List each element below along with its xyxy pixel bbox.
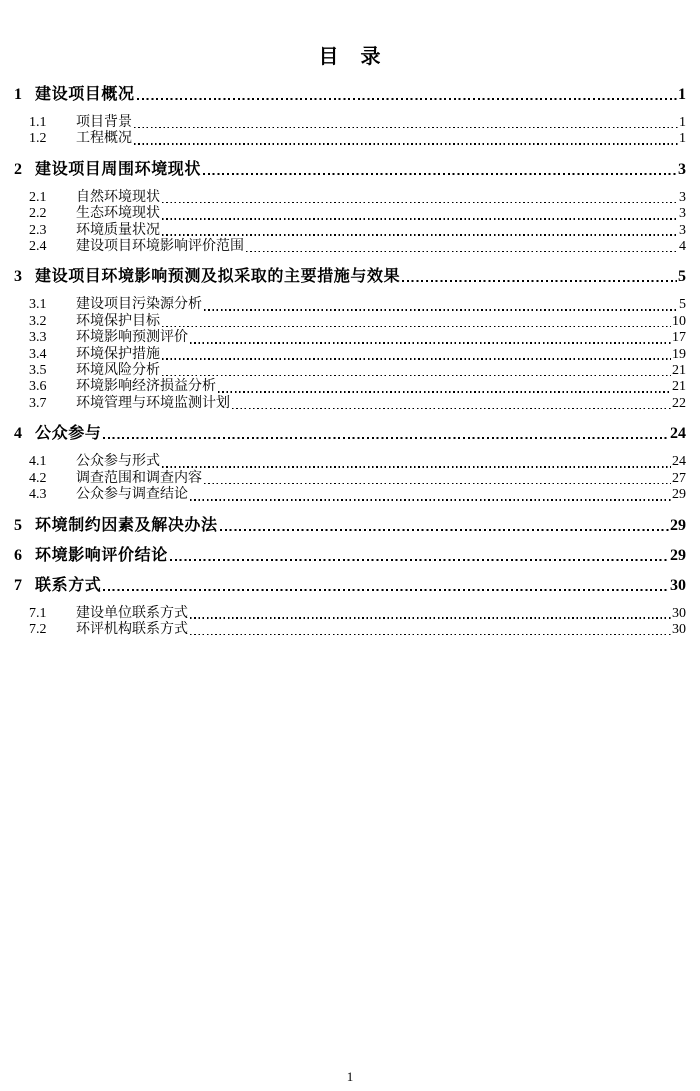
toc-entry-number: 4.3: [29, 487, 47, 503]
toc-entry-number: 1: [14, 86, 23, 103]
toc-entry: [29, 223, 686, 239]
toc-entry: [14, 577, 686, 594]
toc-entry-number: 4.1: [29, 454, 47, 470]
toc-entry-page: 4: [679, 239, 686, 255]
toc-entry-title: 环境风险分析: [76, 363, 160, 379]
dot-leader: [190, 634, 671, 636]
toc-entry-page: 21: [672, 363, 686, 379]
toc-entry-page: 3: [678, 160, 686, 178]
dot-leader: [220, 529, 669, 531]
toc-entry-title: 环境制约因素及解决办法: [35, 516, 218, 534]
toc-entry-page: 24: [670, 425, 686, 443]
toc-entry: [14, 547, 686, 564]
toc-entry-number: 3: [14, 268, 23, 286]
toc-entry: [14, 161, 686, 178]
toc-entry-title: 环境影响经济损益分析: [76, 379, 216, 395]
toc-entry-page: 3: [679, 206, 686, 222]
toc-entry-title: 环境质量状况: [76, 222, 160, 238]
toc-content: [0, 45, 700, 638]
toc-entry-page: 21: [672, 379, 686, 395]
toc-entry-page: 3: [679, 189, 686, 205]
toc-entry: [29, 622, 686, 638]
toc-entry-number: 4: [14, 425, 23, 443]
toc-entry-page: 30: [672, 621, 686, 637]
toc-entry-number: 1.2: [29, 131, 47, 147]
dot-leader: [103, 589, 669, 591]
toc-entry-title: 自然环境现状: [76, 189, 160, 205]
dot-leader: [402, 280, 677, 282]
toc-entry-number: 7: [14, 576, 23, 594]
toc-entry: [29, 330, 686, 346]
toc-entry: [29, 396, 686, 412]
toc-entry: [29, 379, 686, 395]
toc: [14, 86, 686, 638]
toc-entry-page: 5: [678, 268, 686, 286]
toc-entry-title: 环境保护目标: [76, 313, 160, 329]
dot-leader: [134, 143, 678, 145]
toc-entry-title: 环评机构联系方式: [76, 621, 188, 637]
toc-entry-number: 3.6: [29, 379, 47, 395]
toc-entry: [14, 86, 686, 103]
dot-leader: [162, 466, 671, 468]
toc-entry-number: 3.5: [29, 363, 47, 379]
dot-leader: [103, 437, 669, 439]
toc-entry-title: 环境影响预测评价: [76, 330, 188, 346]
dot-leader: [204, 309, 678, 311]
dot-leader: [190, 342, 671, 344]
dot-leader: [246, 251, 678, 253]
toc-entry-page: 10: [672, 313, 686, 329]
toc-entry-number: 7.1: [29, 605, 47, 621]
toc-entry: [29, 314, 686, 330]
dot-leader: [190, 617, 671, 619]
toc-entry: [29, 454, 686, 470]
toc-entry-title: 调查范围和调查内容: [76, 470, 202, 486]
toc-entry: [14, 268, 686, 285]
toc-entry-page: 30: [670, 576, 686, 594]
toc-entry-title: 建设单位联系方式: [76, 605, 188, 621]
toc-entry-title: 建设项目污染源分析: [76, 297, 202, 313]
toc-entry-title: 项目背景: [76, 115, 132, 130]
toc-entry-page: 24: [672, 454, 686, 470]
toc-entry-page: 29: [670, 516, 686, 534]
toc-entry-title: 建设项目周围环境现状: [35, 160, 202, 178]
dot-leader: [170, 559, 669, 561]
toc-entry-title: 环境管理与环境监测计划: [76, 395, 230, 411]
toc-entry-number: 2: [14, 160, 23, 178]
toc-entry-title: 环境保护措施: [76, 346, 160, 362]
toc-entry-number: 2.3: [29, 222, 47, 238]
toc-entry: [29, 190, 686, 206]
toc-entry-title: 环境影响评价结论: [35, 546, 168, 564]
toc-entry: [29, 363, 686, 379]
toc-entry: [29, 471, 686, 487]
dot-leader: [134, 127, 678, 129]
toc-entry-number: 4.2: [29, 470, 47, 486]
toc-entry-page: 17: [672, 330, 686, 346]
toc-entry-number: 3.4: [29, 346, 47, 362]
toc-entry-number: 3.7: [29, 395, 47, 411]
toc-entry: [14, 425, 686, 442]
toc-entry-page: 1: [679, 131, 686, 147]
toc-entry-page: 30: [672, 605, 686, 621]
dot-leader: [203, 173, 677, 175]
toc-entry: [29, 115, 686, 131]
toc-entry: [29, 131, 686, 147]
toc-entry-number: 7.2: [29, 621, 47, 637]
toc-entry-title: 公众参与调查结论: [76, 487, 188, 503]
toc-entry: [29, 239, 686, 255]
toc-entry-number: 2.4: [29, 239, 47, 255]
dot-leader: [162, 218, 678, 220]
toc-entry-number: 1.1: [29, 115, 47, 130]
toc-entry-number: 3.2: [29, 313, 47, 329]
toc-entry-title: 工程概况: [76, 131, 132, 147]
toc-entry-title: 联系方式: [35, 576, 102, 594]
dot-leader: [137, 98, 677, 100]
toc-entry-page: 29: [670, 546, 686, 564]
dot-leader: [190, 499, 671, 501]
toc-entry-page: 22: [672, 395, 686, 411]
toc-entry-title: 建设项目环境影响评价范围: [76, 239, 244, 255]
toc-entry-number: 3.1: [29, 297, 47, 313]
toc-entry-page: 1: [679, 115, 686, 130]
dot-leader: [162, 202, 678, 204]
footer-page-number: 1: [346, 1069, 354, 1084]
toc-entry-page: 1: [678, 86, 686, 103]
toc-entry-page: 5: [679, 297, 686, 313]
dot-leader: [218, 391, 671, 393]
page-title: 目 录: [318, 46, 382, 68]
toc-entry: [29, 487, 686, 503]
toc-entry-page: 3: [679, 222, 686, 238]
dot-leader: [232, 408, 671, 410]
dot-leader: [162, 375, 671, 377]
toc-entry: [29, 606, 686, 622]
toc-entry: [29, 297, 686, 313]
toc-entry-number: 6: [14, 546, 23, 564]
toc-entry-number: 2.2: [29, 206, 47, 222]
toc-entry-number: 2.1: [29, 189, 47, 205]
toc-entry: [29, 347, 686, 363]
toc-entry-title: 公众参与形式: [76, 454, 160, 470]
dot-leader: [204, 483, 671, 485]
toc-entry-title: 建设项目环境影响预测及拟采取的主要措施与效果: [35, 268, 401, 286]
dot-leader: [162, 234, 678, 236]
toc-entry-number: 5: [14, 516, 23, 534]
toc-entry-title: 生态环境现状: [76, 206, 160, 222]
toc-entry: [14, 517, 686, 534]
toc-entry-page: 27: [672, 470, 686, 486]
toc-entry-title: 建设项目概况: [35, 86, 135, 103]
toc-entry-page: 19: [672, 346, 686, 362]
dot-leader: [162, 358, 671, 360]
toc-entry-title: 公众参与: [35, 425, 102, 443]
toc-entry-number: 3.3: [29, 330, 47, 346]
toc-entry-page: 29: [672, 487, 686, 503]
toc-entry: [29, 206, 686, 222]
dot-leader: [162, 326, 671, 328]
